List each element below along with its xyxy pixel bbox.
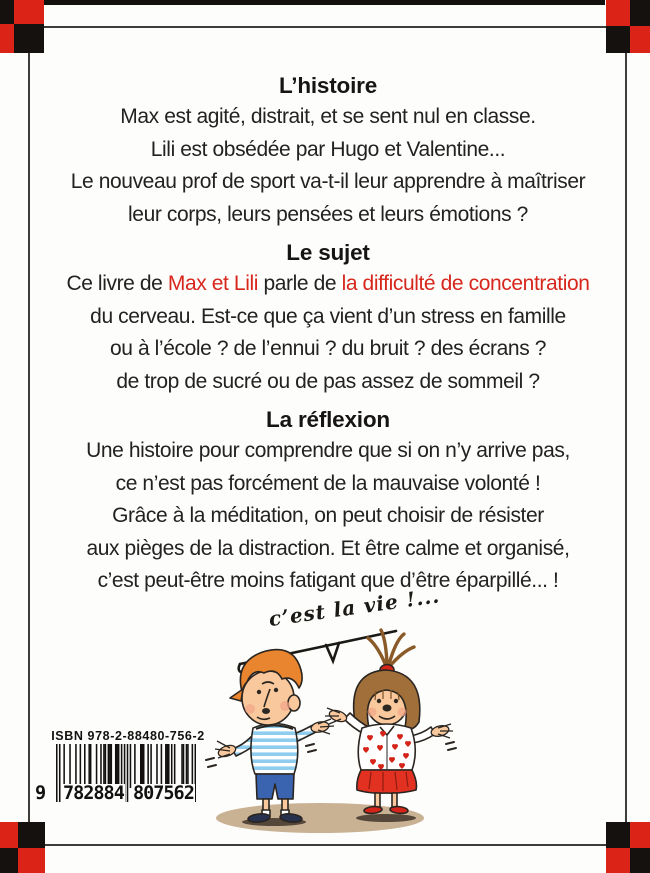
- text-line: [28, 333, 628, 366]
- checker-cell: [18, 822, 45, 848]
- barcode-digits: [34, 784, 219, 804]
- text-line: [28, 500, 628, 533]
- plain-text: parle de: [258, 272, 342, 295]
- barcode-digits-left: 782884: [63, 783, 124, 804]
- checker-cell: [0, 0, 14, 24]
- highlighted-text: Max et Lili: [167, 272, 259, 295]
- checker-cell: [606, 0, 630, 26]
- plain-text: Lili est obsédée par Hugo et Valentine...: [150, 137, 506, 161]
- plain-text: Une histoire pour comprendre que si on n’y arrive pas,: [86, 439, 570, 462]
- checker-cell: [630, 848, 650, 873]
- barcode-digits-right: 807562: [133, 783, 194, 804]
- section-0: [28, 70, 628, 231]
- corner-ornament-bottom-right: [606, 822, 650, 873]
- plain-text: ou à l’école ? de l’ennui ? du bruit ? des écrans ?: [109, 337, 547, 360]
- checker-cell: [630, 26, 650, 53]
- checker-cell: [606, 26, 630, 53]
- text-line: [28, 435, 628, 468]
- section-1: [28, 237, 628, 398]
- barcode-block: [32, 729, 212, 804]
- section-heading: La réflexion: [266, 407, 390, 432]
- barcode-bars-wrap: [35, 744, 196, 804]
- corner-ornament-bottom-left: [0, 822, 45, 873]
- plain-text: Le nouveau prof de sport va-t-il leur apprendre à maîtriser: [70, 170, 586, 193]
- plain-text: aux pièges de la distraction. Et être calme et organisé,: [86, 536, 570, 560]
- plain-text: Max est agité, distrait, et se sent nul en classe.: [120, 105, 536, 128]
- checker-cell: [606, 822, 630, 848]
- lili-figure: [325, 630, 453, 814]
- plain-text: c’est peut-être moins fatigant que d’être éparpillé... !: [97, 569, 559, 592]
- text-line: [28, 199, 628, 232]
- text-line: [28, 166, 628, 199]
- plain-text: du cerveau. Est-ce que ça vient d’un stress en famille: [90, 304, 566, 328]
- text-line: [28, 301, 628, 334]
- section-heading: Le sujet: [286, 240, 370, 265]
- max-figure: [215, 650, 334, 824]
- text-line: [28, 268, 628, 301]
- text-line: [28, 101, 628, 134]
- checker-cell: [606, 848, 630, 873]
- text-line: [28, 366, 628, 399]
- text-line: [28, 468, 628, 501]
- section-heading: L’histoire: [278, 73, 378, 98]
- plain-text: leur corps, leurs pensées et leurs émotions ?: [128, 202, 528, 226]
- checker-cell: [630, 822, 650, 848]
- max-lili-illustration: [190, 588, 470, 850]
- section-2: [28, 404, 628, 598]
- corner-ornament-top-right: [606, 0, 650, 53]
- text-line: [28, 533, 628, 566]
- corner-ornament-top-left: [0, 0, 44, 53]
- back-cover-text: [28, 70, 628, 604]
- checker-cell: [18, 848, 45, 873]
- text-line: [28, 134, 628, 167]
- checker-cell: [14, 24, 44, 53]
- highlighted-text: la difficulté de concentration: [341, 272, 590, 295]
- illustration-caption: c’est la vie !...: [267, 583, 442, 632]
- checker-cell: [630, 0, 650, 26]
- plain-text: Ce livre de: [66, 272, 168, 295]
- book-top-edge: [30, 0, 605, 5]
- plain-text: ce n’est pas forcément de la mauvaise volonté !: [115, 471, 541, 495]
- barcode-digit-left: 9: [35, 783, 46, 804]
- plain-text: Grâce à la méditation, on peut choisir de résister: [112, 504, 544, 527]
- checker-cell: [14, 0, 44, 24]
- plain-text: de trop de sucré ou de pas assez de sommeil ?: [116, 369, 540, 393]
- checker-cell: [0, 848, 18, 873]
- checker-cell: [0, 822, 18, 848]
- isbn-label: ISBN 978-2-88480-756-2: [51, 729, 205, 743]
- checker-cell: [0, 24, 14, 53]
